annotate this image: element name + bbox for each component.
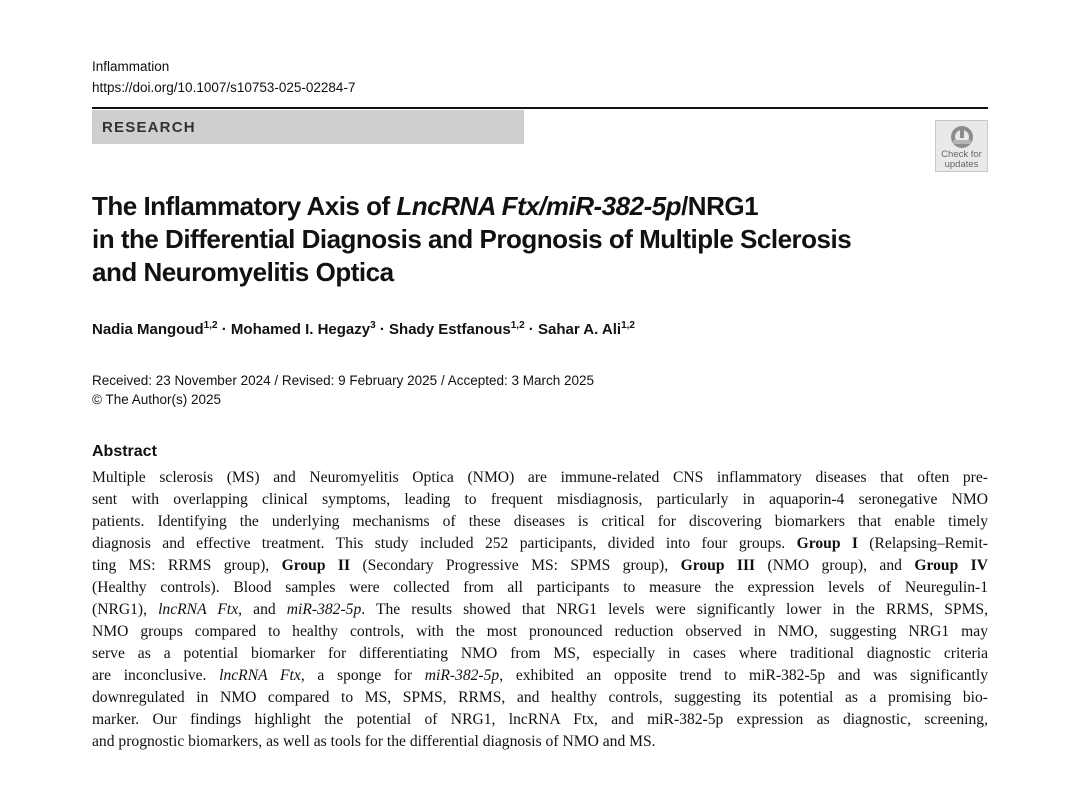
author-list: Nadia Mangoud$^{1,2}$ · Mohamed I. Hegazy$^3$ · Shady Estfanous$^{1,2}$ · Sahar A. Ali$^{1,2}$ [92, 320, 635, 338]
abstract-italic: miR-382-5p [286, 601, 362, 618]
article-title [92, 190, 892, 289]
abstract-line [92, 533, 988, 555]
author-affiliation: 1,2 [203, 320, 218, 331]
title-line-2: in the Differential Diagnosis and Prognosis of Multiple Sclerosis [92, 224, 852, 254]
abstract-line: downregulated in NMO compared to MS, SPMS, RRMS, and healthy controls, suggesting its potential as a promising bio- [92, 689, 988, 706]
author-affiliation: 1,2 [621, 320, 635, 331]
doi-link[interactable]: https://doi.org/10.1007/s10753-025-02284-7 [92, 80, 356, 95]
abstract-text: are inconclusive. [92, 667, 220, 684]
title-italic: LncRNA Ftx/miR-382-5p [396, 191, 682, 221]
author-affiliation: 3 [370, 320, 376, 331]
abstract-text: and [242, 601, 287, 618]
abstract-text: (NMO group), and [755, 557, 915, 574]
badge-label-line2: updates [944, 159, 979, 170]
author-affiliation: 1,2 [510, 320, 525, 331]
abstract-text: ting MS: RRMS group), [92, 557, 282, 574]
abstract-text: , exhibited an opposite trend to miR-382-5p and was significantly [499, 667, 988, 684]
abstract-text: (NRG1), [92, 601, 159, 618]
abstract-heading: Abstract [92, 443, 157, 460]
abstract-bold: Group III [680, 557, 756, 574]
abstract-text: , a sponge for [300, 667, 425, 684]
abstract-line [92, 555, 988, 577]
abstract-line [92, 665, 988, 687]
author-name[interactable]: Nadia Mangoud [92, 321, 204, 338]
abstract-text: . The results showed that NRG1 levels were significantly lower in the RRMS, SPMS, [361, 601, 989, 618]
abstract-line: serve as a potential biomarker for differentiating NMO from MS, especially in cases where traditional diagnostic criteria [92, 645, 988, 662]
abstract-bold: Group IV [914, 557, 988, 574]
abstract-line: Multiple sclerosis (MS) and Neuromyelitis Optica (NMO) are immune-related CNS inflammatory diseases that often pre- [92, 469, 988, 486]
abstract-bold: Group II [281, 557, 351, 574]
author-name[interactable]: Shady Estfanous [389, 321, 511, 338]
abstract-text: (Secondary Progressive MS: SPMS group), [350, 557, 681, 574]
journal-name: Inflammation [92, 59, 170, 74]
abstract-italic: lncRNA Ftx [219, 667, 301, 684]
abstract-line: and prognostic biomarkers, as well as tools for the differential diagnosis of NMO and MS. [92, 733, 656, 750]
abstract-line: sent with overlapping clinical symptoms, leading to frequent misdiagnosis, particularly in aquaporin-4 seronegative NMO [92, 491, 988, 508]
abstract-line: marker. Our findings highlight the potential of NRG1, lncRNA Ftx, and miR-382-5p expression as diagnostic, screening, [92, 711, 988, 728]
title-text: The Inflammatory Axis of [92, 191, 397, 221]
section-band [92, 110, 524, 144]
abstract-line: NMO groups compared to healthy controls, with the most pronounced reduction observed in NMO, suggesting NRG1 may [92, 623, 988, 640]
abstract-text: diagnosis and effective treatment. This study included 252 participants, divided into four groups. [92, 535, 797, 552]
badge-label [936, 150, 987, 170]
title-text: /NRG1 [681, 191, 759, 221]
abstract-line [92, 599, 988, 621]
check-updates-icon [950, 125, 974, 149]
abstract-italic: miR-382-5p [424, 667, 500, 684]
badge-label-line1: Check for [941, 149, 982, 160]
abstract-body [92, 467, 988, 753]
author-name[interactable]: Sahar A. Ali [537, 321, 622, 338]
abstract-bold: Group I [796, 535, 858, 552]
abstract-text: (Relapsing–Remit- [857, 535, 988, 552]
check-for-updates-badge[interactable] [935, 120, 988, 172]
abstract-italic: lncRNA Ftx, [158, 601, 243, 618]
title-line-1 [92, 190, 892, 223]
abstract-line: patients. Identifying the underlying mechanisms of these diseases is critical for discovering biomarkers that enable timely [92, 513, 988, 530]
title-line-3: and Neuromyelitis Optica [92, 257, 394, 287]
author-name[interactable]: Mohamed I. Hegazy [230, 321, 371, 338]
header-rule [92, 107, 988, 109]
publication-dates: Received: 23 November 2024 / Revised: 9 February 2025 / Accepted: 3 March 2025 [92, 373, 595, 388]
section-label: RESEARCH [102, 119, 196, 136]
copyright-line: © The Author(s) 2025 [92, 392, 222, 407]
abstract-line: (Healthy controls). Blood samples were collected from all participants to measure the expression levels of Neuregulin-1 [92, 579, 988, 596]
